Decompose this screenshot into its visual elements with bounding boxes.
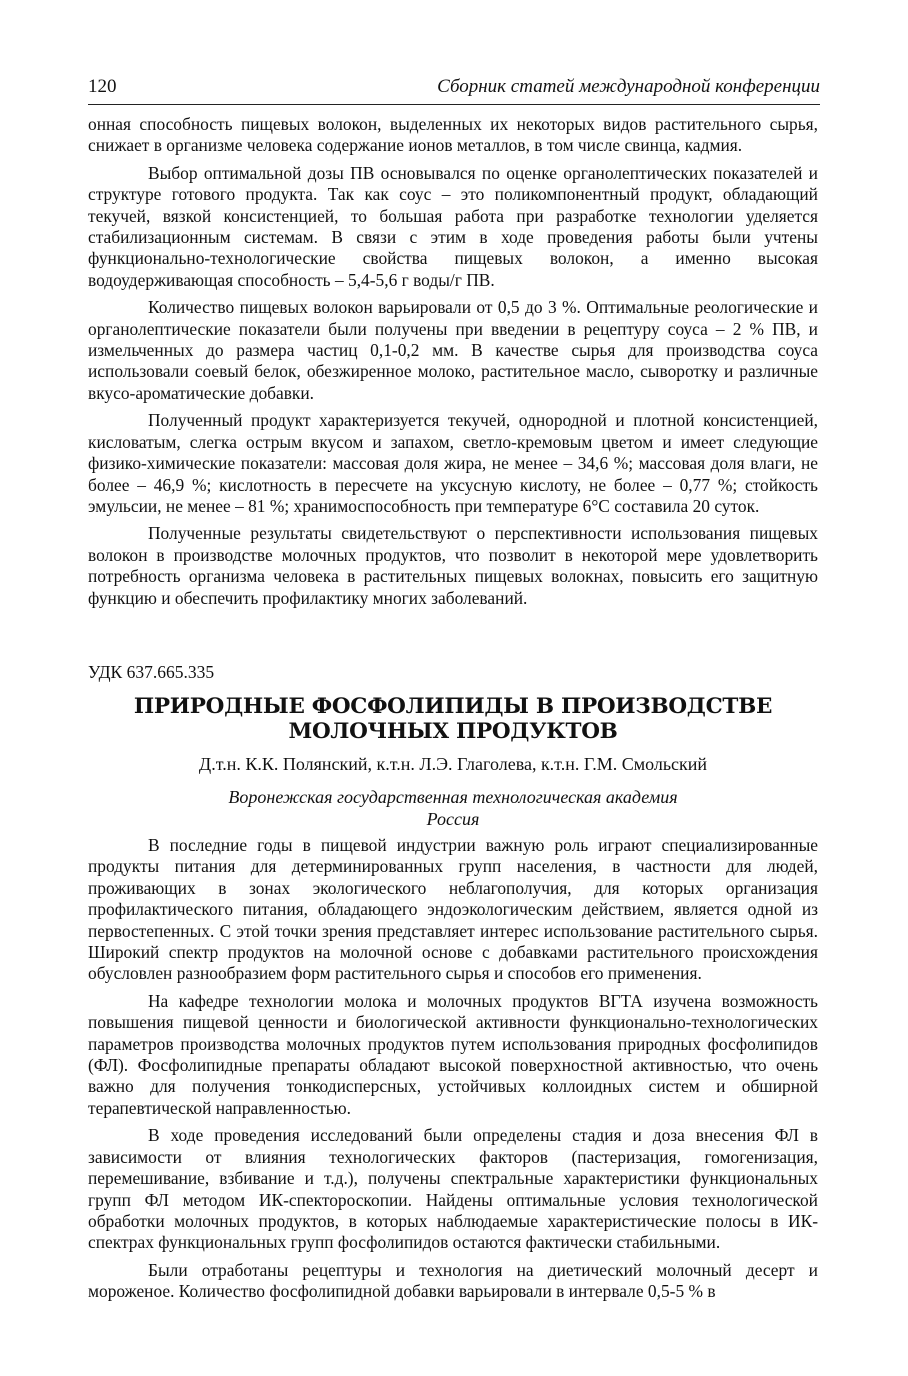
paragraph: Полученные результаты свидетельствуют о перспективности использования пищевых волокон в производстве молочных продуктов, что позволит в некоторой мере удовлетворить потребность организма человека в растительных пищевых волокнах, повысить его защитную функцию и обеспечить профилактику многих заболеваний. [88,523,818,608]
article-title-line: МОЛОЧНЫХ ПРОДУКТОВ [288,719,618,744]
article-body [88,835,818,1303]
running-title: Сборник статей международной конференции [437,76,820,97]
paragraph: Выбор оптимальной дозы ПВ основывался по оценке органолептических показателей и структуре готового продукта. Так как соус – это поликомпонентный продукт, обладающий текучей, вязкой консистенцией, то большая работа при разработке технологии уделяется стабилизационным системам. В связи с этим в ходе проведения работы были учтены функционально-технологические свойства пищевых волокон, а именно высокая водоудерживающая способность – 5,4-5,6 г воды/г ПВ. [88,162,818,290]
article-affiliation [88,786,818,830]
paragraph: Полученный продукт характеризуется текучей, однородной и плотной консистенцией, кисловатым, слегка острым вкусом и запахом, светло-кремовым цветом и имеет следующие физико-химические показатели: массовая доля жира, не менее – 34,6 %; массовая доля влаги, не более – 46,9 %; кислотность в пересчете на уксусную кислоту, не более – 0,77 %; стойкость эмульсии, не менее – 81 %; хранимоспособность при температуре 6°С составила 20 суток. [88,410,818,516]
udc-code: УДК 637.665.335 [88,662,215,682]
paragraph: онная способность пищевых волокон, выделенных их некоторых видов растительного сырья, снижает в организме человека содержание ионов металлов, в том числе свинца, кадмия. [88,114,818,156]
article-title-line: ПРИРОДНЫЕ ФОСФОЛИПИДЫ В ПРОИЗВОДСТВЕ [133,694,773,719]
paragraph: Были отработаны рецептуры и технология на диетический молочный десерт и мороженое. Количество фосфолипидной добавки варьировали в интервале 0,5-5 % в [88,1259,818,1302]
article-authors: Д.т.н. К.К. Полянский, к.т.н. Л.Э. Глаголева, к.т.н. Г.М. Смольский [198,754,708,774]
paragraph: Количество пищевых волокон варьировали от 0,5 до 3 %. Оптимальные реологические и органолептические показатели были получены при введении в рецептуру соуса – 2 % ПВ, и измельченных до размера частиц 0,1-0,2 мм. В качестве сырья для производства соуса использовали соевый белок, обезжиренное молоко, растительное масло, сыворотку и различные вкусо-ароматические добавки. [88,297,818,403]
header-rule [88,104,820,105]
page-number: 120 [88,76,117,97]
article-title [88,694,818,744]
paragraph: На кафедре технологии молока и молочных продуктов ВГТА изучена возможность повышения пищевой ценности и биологической активности функционально-технологических параметров производства молочных продуктов путем использования природных фосфолипидов (ФЛ). Фосфолипидные препараты обладают высокой поверхностной активностью, что очень важно для получения тонкодисперсных, устойчивых коллоидных систем и обширной терапевтической направленностью. [88,990,818,1118]
affiliation-country: Россия [426,809,480,829]
running-header [88,76,820,98]
previous-article-text [88,114,818,609]
paragraph: В ходе проведения исследований были определены стадия и доза внесения ФЛ в зависимости от влияния технологических факторов (пастеризация, гомогенизация, перемешивание, взбивание и т.д.), получены спектральные характеристики функциональных групп ФЛ методом ИК-спектороскопии. Найдены оптимальные условия технологической обработки молочных продуктов, в которых наблюдаемые характеристические полосы в ИК-спектрах функциональных групп фосфолипидов остаются фактически стабильными. [88,1125,818,1253]
affiliation-name: Воронежская государственная технологическая академия [228,787,678,807]
paragraph: В последние годы в пищевой индустрии важную роль играют специализированные продукты питания для детерминированных групп населения, в частности для людей, проживающих в зонах экологического неблагополучия, для которых организация профилактического питания, обладающего эндоэкологическим действием, является одной из первостепенных. С этой точки зрения представляет интерес использование растительного сырья. Широкий спектр продуктов на молочной основе с добавками растительного происхождения обусловлен разнообразием форм растительного сырья и способов его применения. [88,835,818,984]
